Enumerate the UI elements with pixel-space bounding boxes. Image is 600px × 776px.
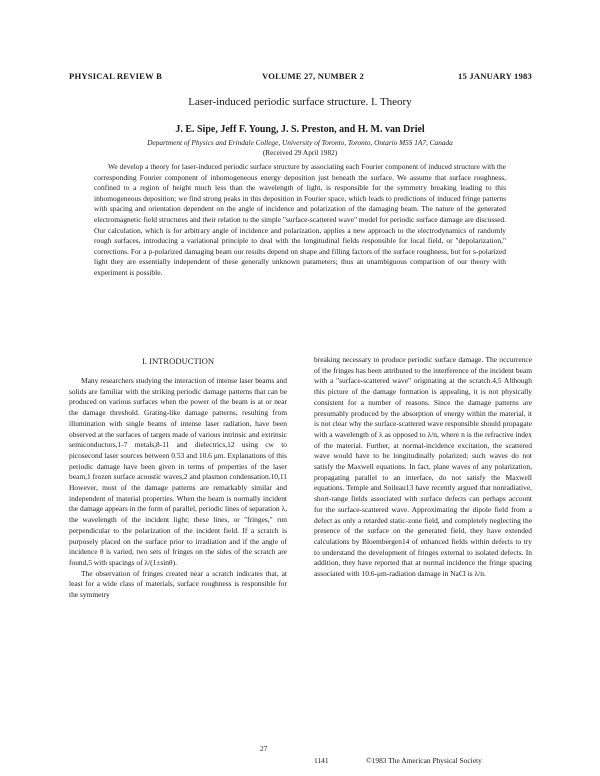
issue-date: 15 JANUARY 1983	[458, 71, 532, 81]
volume-mark: 27	[260, 744, 268, 753]
paragraph: The observation of fringes created near a scratch indicates that, at least for a wide class of materials, surface roughness is responsible for the symmetry	[69, 568, 287, 600]
abstract	[94, 162, 506, 279]
left-column	[69, 355, 287, 601]
paragraph: breaking necessary to produce periodic surface damage. The occurrence of the fringes has been attributed to the interference of the incident beam with a "surface-scattered wave" originating at the scratch.4,5 Although this picture of the damage formation is appealing, it is not physically consistent for a number of reasons. Since the damage patterns are presumably produced by the absorption of energy within the material, it is not clear why the surface-scattered wave responsible should propagate with a wavelength of λ as opposed to λ/n, where n is the refractive index of the material. Further, at normal-incidence excitation, the scattered wave would have to be longitudinally polarized; such waves do not satisfy the Maxwell equations. In fact, plane waves of any polarization, propagating parallel to an interface, do not satisfy the Maxwell equations. Temple and Soileau13 have recently argued that nonradiative, short-range fields associated with surface defects can perhaps account for the surface-scattered wave. Approximating the dipole field from a defect as only a retarded static-zone field, and completely neglecting the presence of the surface on the generated field, they have extended calculations by Bloembergen14 of enhanced fields within defects to try to understand the development of fringes external to isolated defects. In addition, they have reported that at normal incidence the fringe spacing associated with 10.6-μm-radiation damage in NaCl is λ/n.	[314, 355, 532, 579]
abstract-text: We develop a theory for laser-induced periodic surface structure by associating each Fourier component of induced structure with the corresponding Fourier component of inhomogeneous energy deposition just beneath the surface. We assume that surface roughness, confined to a region of height much less than the wavelength of light, is responsible for the symmetry breaking leading to this inhomogeneous deposition; we find strong peaks in this deposition in Fourier space, which leads to predictions of induced fringe patterns with spacing and orientation dependent on the angle of incidence and polarization of the damaging beam. The nature of the generated electromagnetic field structures and their relation to the simple "surface-scattered wave" model for periodic surface damage are discussed. Our calculation, which is for arbitrary angle of incidence and polarization, applies a new approach to the electrodynamics of randomly rough surfaces, introducing a variational principle to deal with the longitudinal fields responsible for local field, or "depolarization," corrections. For a p-polarized damaging beam our results depend on shape and filling factors of the surface roughness, but for s-polarized light they are essentially independent of these generally unknown parameters; thus an unambiguous comparison of our theory with experiment is possible.	[94, 162, 506, 277]
section-heading: I. INTRODUCTION	[141, 356, 215, 366]
journal-name: PHYSICAL REVIEW B	[69, 71, 163, 81]
affiliation: Department of Physics and Erindale College, University of Toronto, Toronto, Ontario M5S 1A7, Canada	[147, 138, 453, 147]
right-column	[314, 355, 532, 580]
copyright-notice: ©1983 The American Physical Society	[366, 756, 482, 765]
page-number: 1141	[314, 756, 329, 765]
author-list: J. E. Sipe, Jeff F. Young, J. S. Preston, and H. M. van Driel	[175, 124, 425, 135]
article-title: Laser-induced periodic surface structure. I. Theory	[188, 96, 412, 108]
received-date: (Received 29 April 1982)	[262, 148, 338, 157]
volume-number: VOLUME 27, NUMBER 2	[262, 71, 364, 81]
paragraph: Many researchers studying the interaction of intense laser beams and solids are familiar with the striking periodic damage patterns that can be produced on various surfaces when the power of the beam is at or near the damage threshold. Grating-like damage patterns, resulting from illumination with single beams of intense laser radiation, have been observed at the surfaces of targets made of various intrinsic and extrinsic semiconductors,1-7 metals,8-11 and dielectrics,12 using cw to picosecond laser sources between 0.53 and 10.6 μm. Explanations of this periodic damage have been given in terms of properties of the laser beam,1 frozen surface acoustic waves,2 and plasmon condensation.10,11 However, most of the damage patterns are remarkably similar and independent of material properties. When the beam is normally incident the damage appears in the form of parallel, periodic lines of separation λ, the wavelength of the incident light; these lines, or "fringes," run perpendicular to the polarization of the incident field. If a scratch is purposely placed on the surface prior to irradiation and if the angle of incidence θ is varied, two sets of fringes on the sides of the scratch are found,5 with spacings of λ/(1±sinθ).	[69, 376, 287, 567]
